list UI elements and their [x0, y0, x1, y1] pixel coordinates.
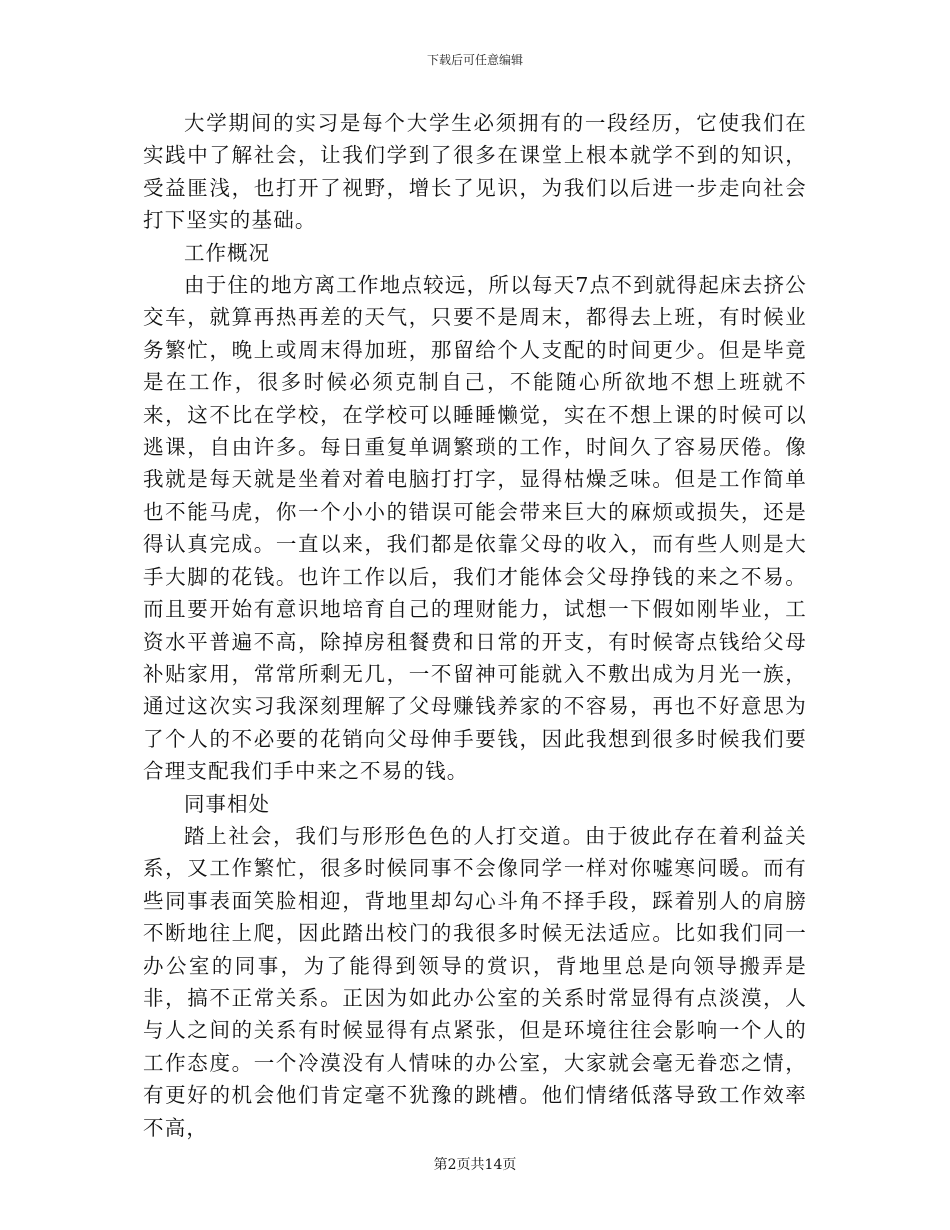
section-heading-colleagues: 同事相处	[184, 791, 270, 816]
document-body	[143, 107, 807, 1144]
page-footer: 第2页共14页	[433, 1157, 517, 1173]
paragraph-intro: 大学期间的实习是每个大学生必须拥有的一段经历，它使我们在实践中了解社会，让我们学到了很多在课堂上根本就学不到的知识，受益匪浅，也打开了视野，增长了见识，为我们以后进一步走向社会打下坚实的基础。	[143, 111, 807, 233]
page-header: 下载后可任意编辑	[426, 53, 523, 67]
section-heading-work-overview: 工作概况	[184, 240, 270, 265]
paragraph-work-overview: 由于住的地方离工作地点较远，所以每天7点不到就得起床去挤公交车，就算再热再差的天气，只要不是周末，都得去上班，有时候业务繁忙，晚上或周末得加班，那留给个人支配的时间更少。但是毕竟是在工作，很多时候必须克制自己，不能随心所欲地不想上班就不来，这不比在学校，在学校可以睡睡懒觉，实在不想上课的时候可以逃课，自由许多。每日重复单调繁琐的工作，时间久了容易厌倦。像我就是每天就是坐着对着电脑打打字，显得枯燥乏味。但是工作简单也不能马虎，你一个小小的错误可能会带来巨大的麻烦或损失，还是得认真完成。一直以来，我们都是依靠父母的收入，而有些人则是大手大脚的花钱。也许工作以后，我们才能体会父母挣钱的来之不易。而且要开始有意识地培育自己的理财能力，试想一下假如刚毕业，工资水平普遍不高，除掉房租餐费和日常的开支，有时候寄点钱给父母补贴家用，常常所剩无几，一不留神可能就入不敷出成为月光一族，通过这次实习我深刻理解了父母赚钱养家的不容易，再也不好意思为了个人的不必要的花销向父母伸手要钱，因此我想到很多时候我们要合理支配我们手中来之不易的钱。	[143, 273, 807, 784]
paragraph-colleagues: 踏上社会，我们与形形色色的人打交道。由于彼此存在着利益关系，又工作繁忙，很多时候同事不会像同学一样对你嘘寒问暖。而有些同事表面笑脸相迎，背地里却勾心斗角不择手段，踩着别人的肩膀不断地往上爬，因此踏出校门的我很多时候无法适应。比如我们同一办公室的同事，为了能得到领导的赏识，背地里总是向领导搬弄是非，搞不正常关系。正因为如此办公室的关系时常显得有点淡漠，人与人之间的关系有时候显得有点紧张，但是环境往往会影响一个人的工作态度。一个冷漠没有人情味的办公室，大家就会毫无眷恋之情，有更好的机会他们肯定毫不犹豫的跳槽。他们情绪低落导致工作效率不高，	[143, 823, 807, 1140]
